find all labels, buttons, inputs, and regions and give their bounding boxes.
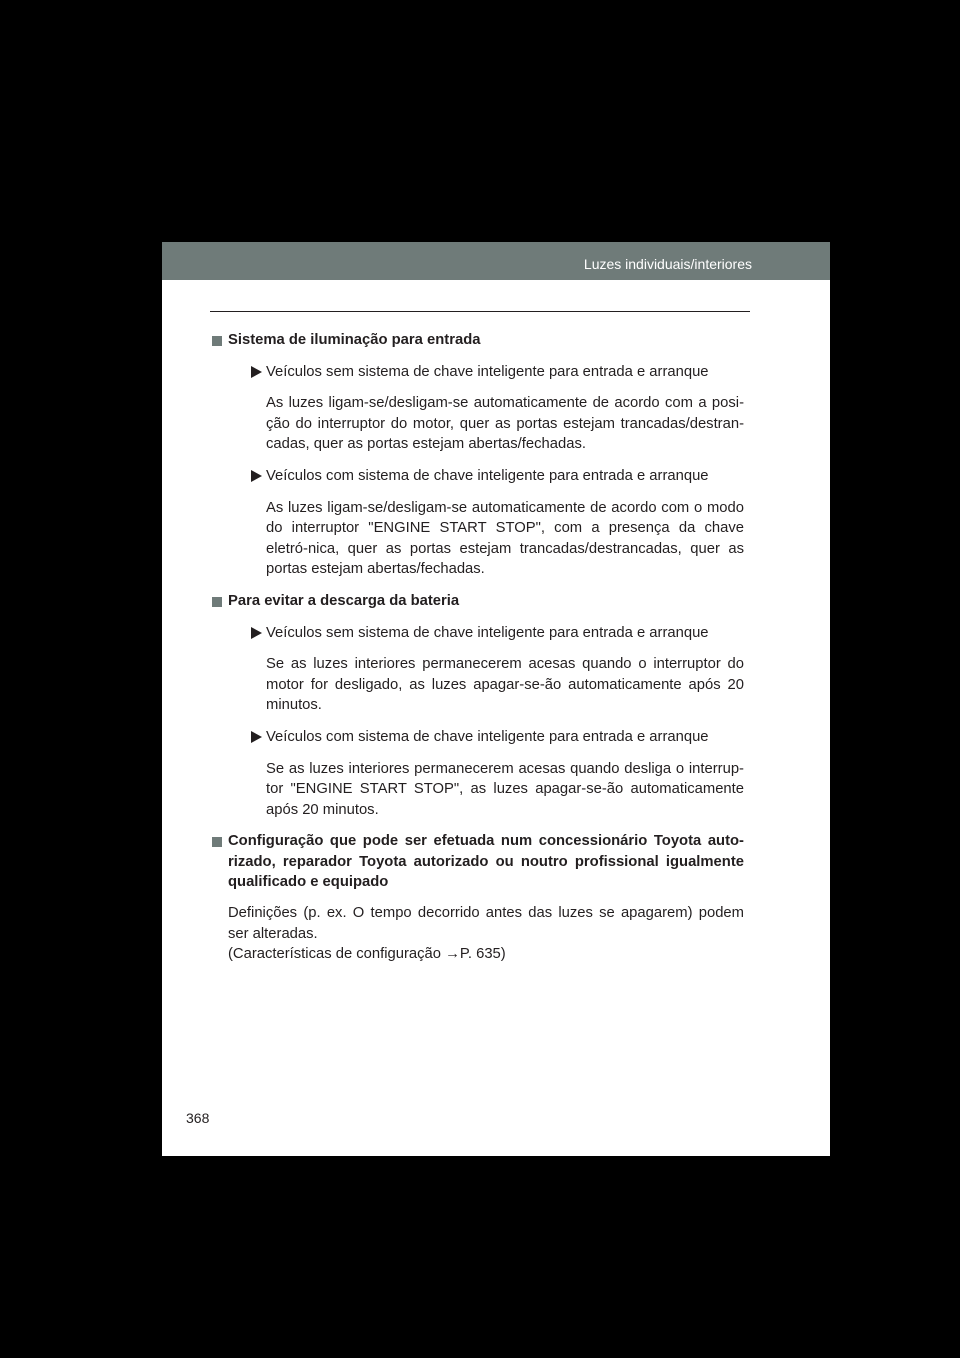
triangle-bullet-icon xyxy=(251,470,262,482)
page-header xyxy=(162,242,830,280)
section-entry-lighting xyxy=(212,330,744,580)
section-title: Sistema de iluminação para entrada xyxy=(228,332,481,348)
square-bullet-icon xyxy=(212,597,222,607)
manual-page xyxy=(162,242,830,1156)
square-bullet-icon xyxy=(212,336,222,346)
triangle-bullet-icon xyxy=(251,366,262,378)
section-body: Definições (p. ex. O tempo decorrido antes das luzes se apagarem) podem ser alteradas. xyxy=(228,905,744,942)
page-reference-link[interactable]: (Características de configuração →P. 635) xyxy=(228,946,506,963)
square-bullet-icon xyxy=(212,837,222,847)
subitem-text: Se as luzes interiores permanecerem acesas quando desliga o interrup-tor "ENGINE START STOP", as luzes apagar-se-ão automaticamente após 20 minutos. xyxy=(266,760,744,818)
header-title: Luzes individuais/interiores xyxy=(583,256,752,272)
subitem-label: Veículos sem sistema de chave inteligente para entrada e arranque xyxy=(228,362,744,383)
subitem-label: Veículos sem sistema de chave inteligente para entrada e arranque xyxy=(228,623,744,644)
page-number: 368 xyxy=(186,1110,210,1126)
triangle-bullet-icon xyxy=(251,731,262,743)
subitem-label: Veículos com sistema de chave inteligente para entrada e arranque xyxy=(228,466,744,487)
subitem-label: Veículos com sistema de chave inteligente para entrada e arranque xyxy=(228,727,744,748)
section-title: Para evitar a descarga da bateria xyxy=(228,592,460,609)
section-customization xyxy=(212,831,744,965)
section-divider xyxy=(210,311,750,312)
subitem-text: As luzes ligam-se/desligam-se automaticamente de acordo com o modo do interruptor "ENGINE START STOP", com a presença da chave eletró-nica, quer as portas estejam trancadas/destrancadas, quer as portas estejam abertas/fechadas. xyxy=(266,499,744,578)
page-content xyxy=(212,330,744,976)
section-title: Configuração que pode ser efetuada num concessionário Toyota auto-rizado, reparador Toyota autorizado ou noutro profissional igualmente qualificado e equipado xyxy=(228,833,744,891)
section-battery-saver xyxy=(212,591,744,820)
section-text xyxy=(228,903,744,965)
subitem-text: As luzes ligam-se/desligam-se automaticamente de acordo com a posi-ção do interruptor do motor, quer as portas estejam trancadas/destran-cadas, quer as portas estejam abertas/fechadas. xyxy=(266,395,744,453)
subitem-text: Se as luzes interiores permanecerem acesas quando o interruptor do motor for desligado, as luzes apagar-se-ão automaticamente após 20 minutos. xyxy=(266,656,744,714)
triangle-bullet-icon xyxy=(251,627,262,639)
